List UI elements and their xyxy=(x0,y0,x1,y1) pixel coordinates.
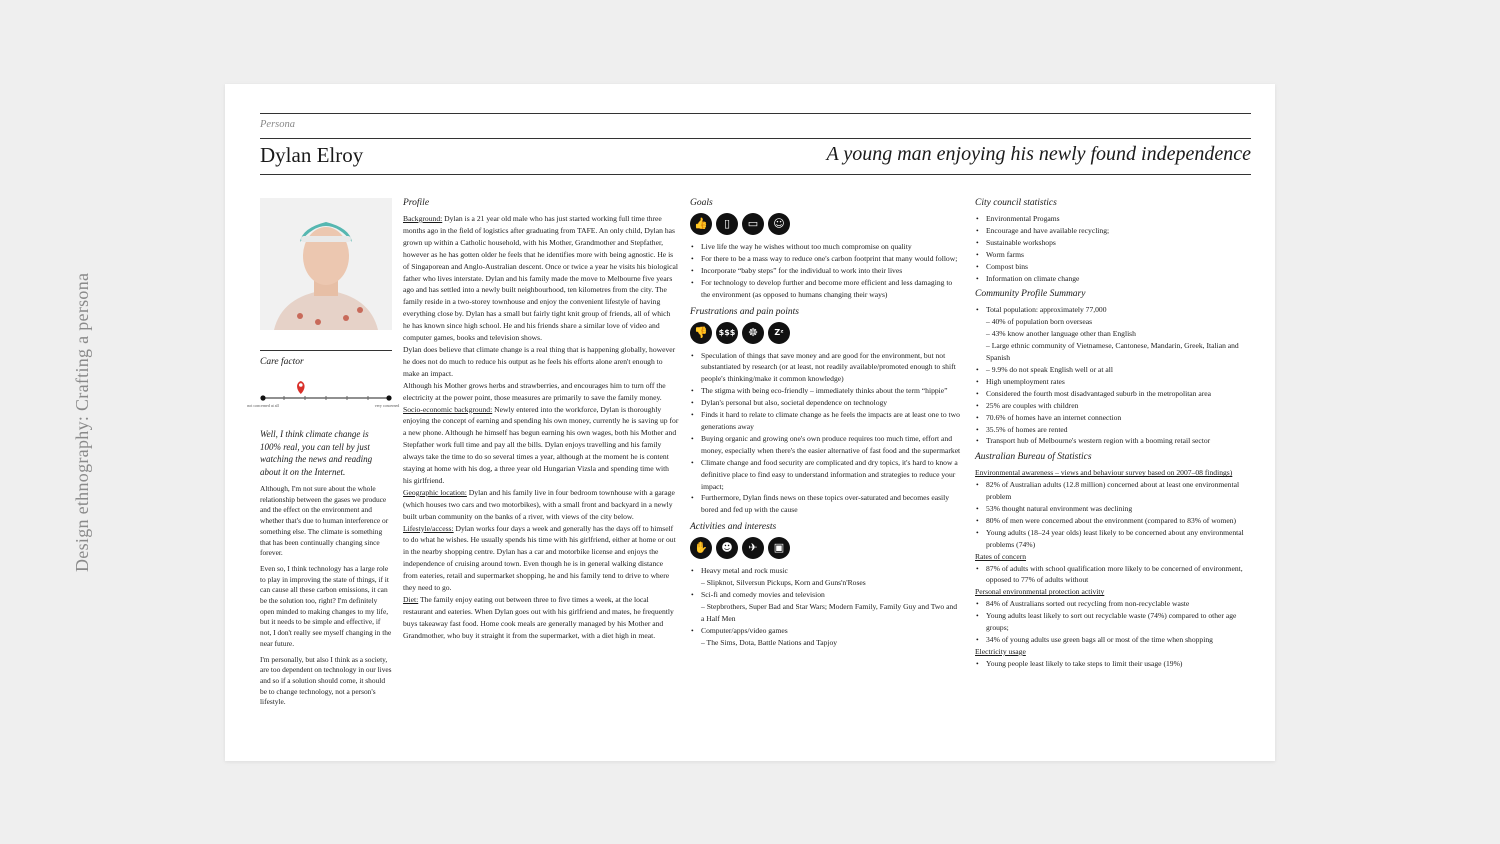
list-item: • Compost bins xyxy=(975,261,1255,273)
list-sub-item: – Stepbrothers, Super Bad and Star Wars; Modern Family, Family Guy and Two and a Half Men xyxy=(701,601,958,623)
smiley-icon: ☺ xyxy=(768,213,790,235)
list-item: • – 9.9% do not speak English well or at all xyxy=(975,364,1255,376)
stats-column xyxy=(975,197,1255,670)
community-list xyxy=(975,304,1255,447)
list-item: • Young people least likely to take steps to limit their usage (19%) xyxy=(975,658,1255,670)
list-item: • 25% are couples with children xyxy=(975,400,1255,412)
profile-column: Profile Background: Dylan is a 21 year old male who has just started working full time three months ago in the field of logistics after graduating from TAFE. An only child, Dylan has grown up within a Catholic household, with his Mother, Grandmother and Stepfather, however as he has gotten older he feels that he identifies more with being agnostic. He is of Singaporean and Anglo-Australian descent. Once or twice a year he visits his biological father who lives interstate. Dylan and his family made the move to Melbourne five years ago and has settled into a newly built neighbourhood, ten kilometres from the city. The family reside in a two-storey townhouse and enjoy the convenient lifestyle of having everything close by. Dylan has a small but fairly tight knit group of friends, all of which he has known since high school. He and his friends share a similar love of video and computer games, books and television shows. Dylan does believe that climate change is a real thing that is happening globally, however he does not do much to reduce his output as he feels his efforts alone aren't enough to make an impact. Although his Mother grows herbs and strawberries, and encourages him to turn off the electricity at the power point, those measures are primarily to save the family money. Socio-economic background: Newly entered into the workforce, Dylan is thoroughly enjoying the concept of earning and spending his own money, currently he is saving up for a new phone. Although he himself has begun earning his own wages, both his Mother and Stepfather work full time and pay all the bills. Dylan enjoys travelling and his family always take the time to do so several times a year, although at the moment he is content staying at home with his dog, a three year old Hungarian Vizsla and spending time with his girlfriend. Geographic location: Dylan and his family live in four bedroom townhouse with a garage (which houses two cars and two motorbikes), with a small front and backyard in a newly built urban community on the banks of a river, with views of the city below. Lifestyle/access: Dylan works four days a week and generally has the days off to himself to do what he wishes. He usually spends his time with his girlfriend, either at home or out in the nearby shopping centre. Dylan has a car and motorbike license and enjoys the independence of cruising around town. Even though he is in general walking distance from eateries, retail and supermarket shopping, he and his family tend to drive to where they need to go. Diet: The family enjoy eating out between three to five times a week, at the local restaurant and eateries. When Dylan goes out with his girlfriend and mates, he frequently buys takeaway fast food. Home cook meals are generally managed by his Mother and Grandmother, who buy it straight it from the supermarket, with a diet high in meat. xyxy=(403,198,679,640)
quote-paragraph: Although, I'm not sure about the whole relationship between the gases we produce and the effect on the environment and whether that's due to human interference or something else. The climate is something that has been continually changing since forever. xyxy=(260,484,389,558)
abs-list xyxy=(975,598,1255,646)
tablet-icon: ▭ xyxy=(742,213,764,235)
care-marker-icon xyxy=(297,381,305,394)
goals-column xyxy=(690,197,962,649)
goals-list xyxy=(690,241,962,301)
list-item: • Live life the way he wishes without too much compromise on quality xyxy=(690,241,962,253)
list-item: • Worm farms xyxy=(975,249,1255,261)
list-item: • 35.5% of homes are rented xyxy=(975,424,1255,436)
profile-background: Dylan is a 21 year old male who has just started working full time three months ago in the field of logistics after graduating from TAFE. An only child, Dylan has grown up within a Catholic household, with his Mother, Grandmother and Stepfather, however as he has gotten older he feels that he identifies more with being agnostic. He is of Singaporean and Anglo-Australian descent. Once or twice a year he visits his biological father who lives interstate. Dylan and his family made the move to Melbourne five years ago and has settled into a newly built neighbourhood, ten kilometres from the city. The family reside in a two-storey townhouse and enjoy the convenient lifestyle of having everything close by. Dylan has a small but fairly tight knit group of friends, all of which he has known since high school. He and his friends share a similar love of video and computer games, books and television shows. xyxy=(403,214,678,343)
activities-list xyxy=(690,565,962,648)
care-left-label: not concerned at all xyxy=(247,403,279,408)
profile-title: Profile xyxy=(403,198,430,208)
abs-list xyxy=(975,479,1255,550)
list-item: • Dylan's personal but also, societal dependence on technology xyxy=(690,397,962,409)
care-factor-scale xyxy=(247,376,400,416)
list-item: • Total population: approximately 77,000 xyxy=(975,304,1255,316)
list-item: • 80% of men were concerned about the environment (compared to 83% of women) xyxy=(975,515,1255,527)
theatre-masks-icon: ☻ xyxy=(716,537,738,559)
abs-subheading: Electricity usage xyxy=(975,646,1026,656)
abs-list xyxy=(975,658,1255,670)
list-item: • 34% of young adults use green bags all or most of the time when shopping xyxy=(975,634,1255,646)
phone-icon: ▯ xyxy=(716,213,738,235)
side-title: Design ethnography: Crafting a persona xyxy=(72,272,92,572)
goals-title: Goals xyxy=(690,198,713,208)
abs-subheading: Personal environmental protection activity xyxy=(975,587,1105,597)
list-item: • Incorporate “baby steps” for the individual to work into their lives xyxy=(690,265,962,277)
list-item: • Sci-fi and comedy movies and television – Stepbrothers, Super Bad and Star Wars; Modern Family, Family Guy and Two and a Half Men xyxy=(690,589,962,625)
persona-tagline: A young man enjoying his newly found independence xyxy=(826,143,1251,165)
profile-background-3: Although his Mother grows herbs and strawberries, and encourages him to turn off the electricity at the power point, those measures are primarily to save the family money. xyxy=(403,380,666,402)
rock-hand-icon: ✋ xyxy=(690,537,712,559)
quote-lead: Well, I think climate change is 100% real, you can tell by just watching the news and reading about it on the Internet. xyxy=(260,429,373,477)
list-item: • 84% of Australians sorted out recycling from non-recyclable waste xyxy=(975,598,1255,610)
persona-name: Dylan Elroy xyxy=(260,143,364,167)
profile-geo: Dylan and his family live in four bedroom townhouse with a garage (which houses two cars and two motorbikes), with a small front and backyard in a newly built urban community on the banks of a river, with views of the city below. xyxy=(403,487,675,521)
list-item: • For technology to develop further and become more efficient and less damaging to the environment (as opposed to humans changing their ways) xyxy=(690,277,962,301)
council-title: City council statistics xyxy=(975,198,1057,208)
list-item: • 87% of adults with school qualification more likely to be concerned of environment, opposed to 77% of adults without xyxy=(975,563,1255,587)
care-right-label: very concerned xyxy=(374,403,400,408)
profile-lifestyle: Dylan works four days a week and generally has the days off to himself to do what he wishes. He usually spends his time with his girlfriend, either at home or out in the nearby shopping centre. Dylan has a car and motorbike license and enjoys the independence of cruising around town. Even though he is in general walking distance from eateries, retail and supermarket shopping, he and his family tend to drive to where they need to go. xyxy=(403,523,676,593)
avatar xyxy=(260,198,392,330)
list-item: • Speculation of things that save money and are good for the environment, but not substantiated by research (or at least, not readily available/promoted enough to shift people's thinking/make it common knowledge) xyxy=(690,350,962,386)
list-item: • Furthermore, Dylan finds news on these topics over-saturated and becomes easily bored and fed up with the cause xyxy=(690,492,962,516)
frustrations-list xyxy=(690,350,962,517)
list-sub-item: – Slipknot, Silversun Pickups, Korn and Guns'n'Roses xyxy=(701,578,866,588)
list-item: • Finds it hard to relate to climate change as he feels the impacts are at least one to two generations away xyxy=(690,409,962,433)
list-item: • Transport hub of Melbourne's western region with a booming retail sector xyxy=(975,435,1255,447)
money-icon: $$$ xyxy=(716,322,738,344)
list-item: • Information on climate change xyxy=(975,273,1255,285)
profile-background-2: Dylan does believe that climate change is a real thing that is happening globally, however he does not do much to reduce his output as he feels his efforts alone aren't enough to make an impact. xyxy=(403,344,676,378)
list-item: • Encourage and have available recycling; xyxy=(975,225,1255,237)
abs-subheading: Rates of concern xyxy=(975,551,1027,561)
list-item: • The stigma with being eco-friendly – immediately thinks about the term “hippie” xyxy=(690,385,962,397)
abs-subheading: Environmental awareness – views and behaviour survey based on 2007–08 findings) xyxy=(975,468,1233,478)
list-sub-item: – 43% know another language other than English xyxy=(986,329,1136,339)
list-item: • Heavy metal and rock music – Slipknot, Silversun Pickups, Korn and Guns'n'Roses xyxy=(690,565,962,589)
list-item: • 70.6% of homes have an internet connection xyxy=(975,412,1255,424)
list-item: • Sustainable workshops xyxy=(975,237,1255,249)
list-sub-item: – The Sims, Dota, Battle Nations and Tapjoy xyxy=(701,637,838,647)
council-list xyxy=(975,213,1255,284)
list-item: • Young adults (18–24 year olds) least likely to be concerned about any environmental problems (74%) xyxy=(975,527,1255,551)
header-rule xyxy=(260,138,1251,139)
care-factor-title: Care factor xyxy=(260,357,304,367)
profile-socio: Newly entered into the workforce, Dylan is thoroughly enjoying the concept of earning and spending his own money, currently he is saving up for a new phone. Although he himself has begun earning his own wages, both his Mother and Stepfather work full time and pay all the bills. Dylan enjoys travelling and his family always take the time to do so several times a year, although at the moment he is content staying at home with his dog, a three year old Hungarian Vizsla and spending time with his girlfriend. xyxy=(403,404,679,485)
top-rule xyxy=(260,113,1251,114)
list-item: • For there to be a mass way to reduce one's carbon footprint that many would follow; xyxy=(690,253,962,265)
quote-body xyxy=(260,484,392,713)
care-rule xyxy=(260,350,392,351)
thumbs-down-icon: 👎 xyxy=(690,322,712,344)
list-item: • 53% thought natural environment was declining xyxy=(975,503,1255,515)
persona-label: Persona xyxy=(260,119,295,130)
game-controller-icon: ▣ xyxy=(768,537,790,559)
list-item: • 82% of Australian adults (12.8 million) concerned about at least one environmental problem xyxy=(975,479,1255,503)
abs-title: Australian Bureau of Statistics xyxy=(975,452,1092,463)
community-title: Community Profile Summary xyxy=(975,289,1086,300)
list-item: • Climate change and food security are complicated and dry topics, it's hard to know a definitive place to find easy to understand information and strategies to reduce your impact; xyxy=(690,457,962,493)
thumbs-up-icon: 👍 xyxy=(690,213,712,235)
list-item: • Computer/apps/video games – The Sims, Dota, Battle Nations and Tapjoy xyxy=(690,625,962,649)
frustrations-title: Frustrations and pain points xyxy=(690,306,799,317)
list-sub-item: – 40% of population born overseas xyxy=(986,317,1093,327)
sleep-icon: Zᶻ xyxy=(768,322,790,344)
list-item: • Environmental Progams xyxy=(975,213,1255,225)
spaceship-icon: ✈ xyxy=(742,537,764,559)
header-bottom-rule xyxy=(260,174,1251,175)
profile-diet: The family enjoy eating out between three to five times a week, at the local restaurant and eateries. When Dylan goes out with his girlfriend and mates, he frequently buys takeaway fast food. Home cook meals are generally managed by his Mother and Grandmother, who buy it straight it from the supermarket, with a diet high in meat. xyxy=(403,595,674,640)
list-item: • Buying organic and growing one's own produce requires too much time, effort and money, especially when there's the easier alternative of fast food and the supermarket xyxy=(690,433,962,457)
persona-sheet xyxy=(225,84,1275,761)
steering-wheel-icon: ☸ xyxy=(742,322,764,344)
quote-paragraph: Even so, I think technology has a large role to play in improving the state of things, if it can cause all these carbon emissions, it can be the solution too, right? I'm definitely open minded to making changes to my life, but it needs to be simple and effective, if not, I don't really see myself changing in the near future. xyxy=(260,563,392,648)
list-item: • High unemployment rates xyxy=(975,376,1255,388)
list-item: • Young adults least likely to sort out recyclable waste (74%) compared to other age groups; xyxy=(975,610,1255,634)
activities-title: Activities and interests xyxy=(690,522,777,533)
list-sub-item: – Large ethnic community of Vietnamese, Cantonese, Mandarin, Greek, Italian and Spanish xyxy=(986,341,1239,363)
list-item: • Considered the fourth most disadvantaged suburb in the metropolitan area xyxy=(975,388,1255,400)
quote-paragraph: I'm personally, but also I think as a society, are too dependent on technology in our lives and so if a solution should come, it should be to change technology, not a person's lifestyle. xyxy=(260,654,392,707)
abs-list xyxy=(975,563,1255,587)
